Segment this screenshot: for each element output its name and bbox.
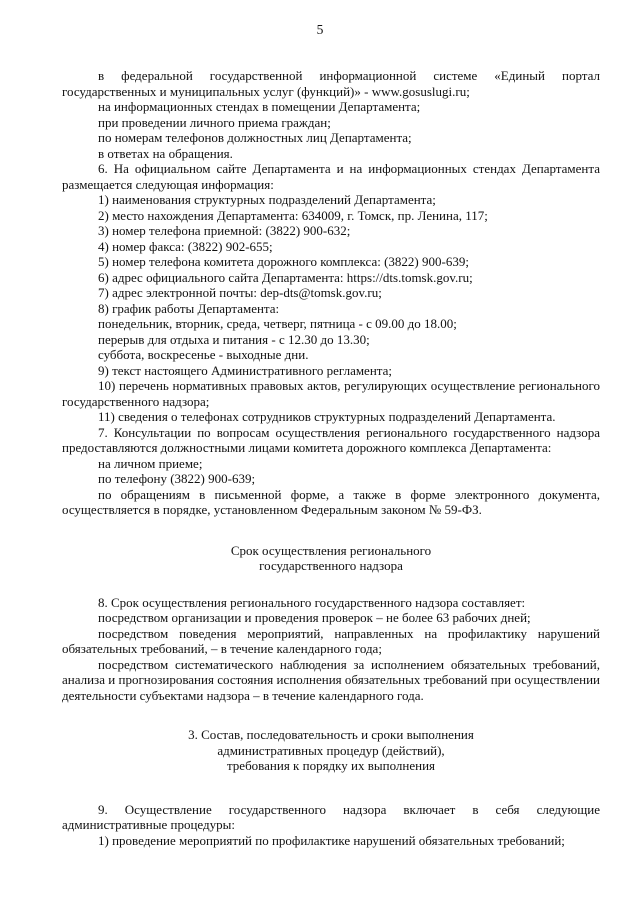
procedures-section: [62, 802, 600, 849]
list-item: 1) проведение мероприятий по профилактике нарушений обязательных требований;: [98, 832, 565, 848]
paragraph: 7. Консультации по вопросам осуществления регионального государственного надзора предоставляются должностными лицами комитета дорожного комплекса Департамента:: [62, 424, 600, 455]
section-heading-term: [62, 543, 600, 574]
list-item: 4) номер факса: (3822) 902-655;: [98, 238, 273, 254]
section-heading-procedures: [62, 727, 600, 774]
list-item: 2) место нахождения Департамента: 634009, г. Томск, пр. Ленина, 117;: [98, 207, 488, 223]
list-item: 8) график работы Департамента:: [98, 300, 280, 316]
list-item: 3) номер телефона приемной: (3822) 900-632;: [98, 223, 351, 238]
paragraph: 6. На официальном сайте Департамента и на информационных стендах Департамента размещается следующая информация:: [62, 161, 600, 192]
list-item: 7) адрес электронной почты: dep-dts@tomsk.gov.ru;: [98, 285, 382, 300]
list-item: 6) адрес официального сайта Департамента: https://dts.tomsk.gov.ru;: [98, 269, 473, 285]
heading-line: требования к порядку их выполнения: [226, 758, 436, 773]
heading-line: 3. Состав, последовательность и сроки выполнения: [188, 727, 474, 742]
paragraph: по номерам телефонов должностных лиц Департамента;: [98, 130, 412, 145]
paragraph: 9. Осуществление государственного надзора включает в себя следующие административные процедуры:: [62, 801, 600, 832]
paragraph: посредством поведения мероприятий, направленных на профилактику нарушений обязательных требований, – в течение календарного года;: [62, 625, 600, 656]
list-item: 1) наименования структурных подразделений Департамента;: [98, 192, 436, 207]
paragraph: на информационных стендах в помещении Департамента;: [98, 99, 421, 114]
schedule-line: понедельник, вторник, среда, четверг, пятница - с 09.00 до 18.00;: [98, 316, 457, 331]
document-body: [62, 68, 600, 848]
list-item: 5) номер телефона комитета дорожного комплекса: (3822) 900-639;: [98, 254, 469, 269]
paragraph: по обращениям в письменной форме, а также в форме электронного документа, осуществляется в порядке, установленном Федеральным законом № 59-ФЗ.: [62, 486, 600, 517]
list-item: 10) перечень нормативных правовых актов, регулирующих осуществление регионального государственного надзора;: [62, 378, 600, 409]
heading-line: государственного надзора: [259, 558, 403, 573]
paragraph: при проведении личного приема граждан;: [98, 114, 331, 130]
paragraph: посредством организации и проведения проверок – не более 63 рабочих дней;: [98, 610, 531, 625]
term-section: [62, 595, 600, 704]
page-number: 5: [316, 22, 324, 37]
info-sources-section: [62, 68, 600, 518]
paragraph: по телефону (3822) 900-639;: [98, 471, 256, 486]
paragraph: в ответах на обращения.: [98, 145, 233, 161]
paragraph: в федеральной государственной информационной системе «Единый портал государственных и муниципальных услуг (функций)» - www.gosuslugi.ru;: [62, 68, 600, 99]
heading-line: административных процедур (действий),: [217, 742, 445, 758]
list-item: 9) текст настоящего Административного регламента;: [98, 362, 393, 378]
schedule-line: суббота, воскресенье - выходные дни.: [98, 347, 309, 362]
paragraph: посредством систематического наблюдения за исполнением обязательных требований, анализа и прогнозирования состояния исполнения обязательных требований при осуществлении деятельности субъектами надзора – в течение календарного года.: [62, 656, 600, 703]
list-item: 11) сведения о телефонах сотрудников структурных подразделений Департамента.: [98, 409, 556, 424]
schedule-line: перерыв для отдыха и питания - с 12.30 до 13.30;: [98, 331, 370, 347]
paragraph: 8. Срок осуществления регионального государственного надзора составляет:: [98, 594, 526, 610]
paragraph: на личном приеме;: [98, 455, 203, 471]
heading-line: Срок осуществления регионального: [230, 542, 432, 558]
